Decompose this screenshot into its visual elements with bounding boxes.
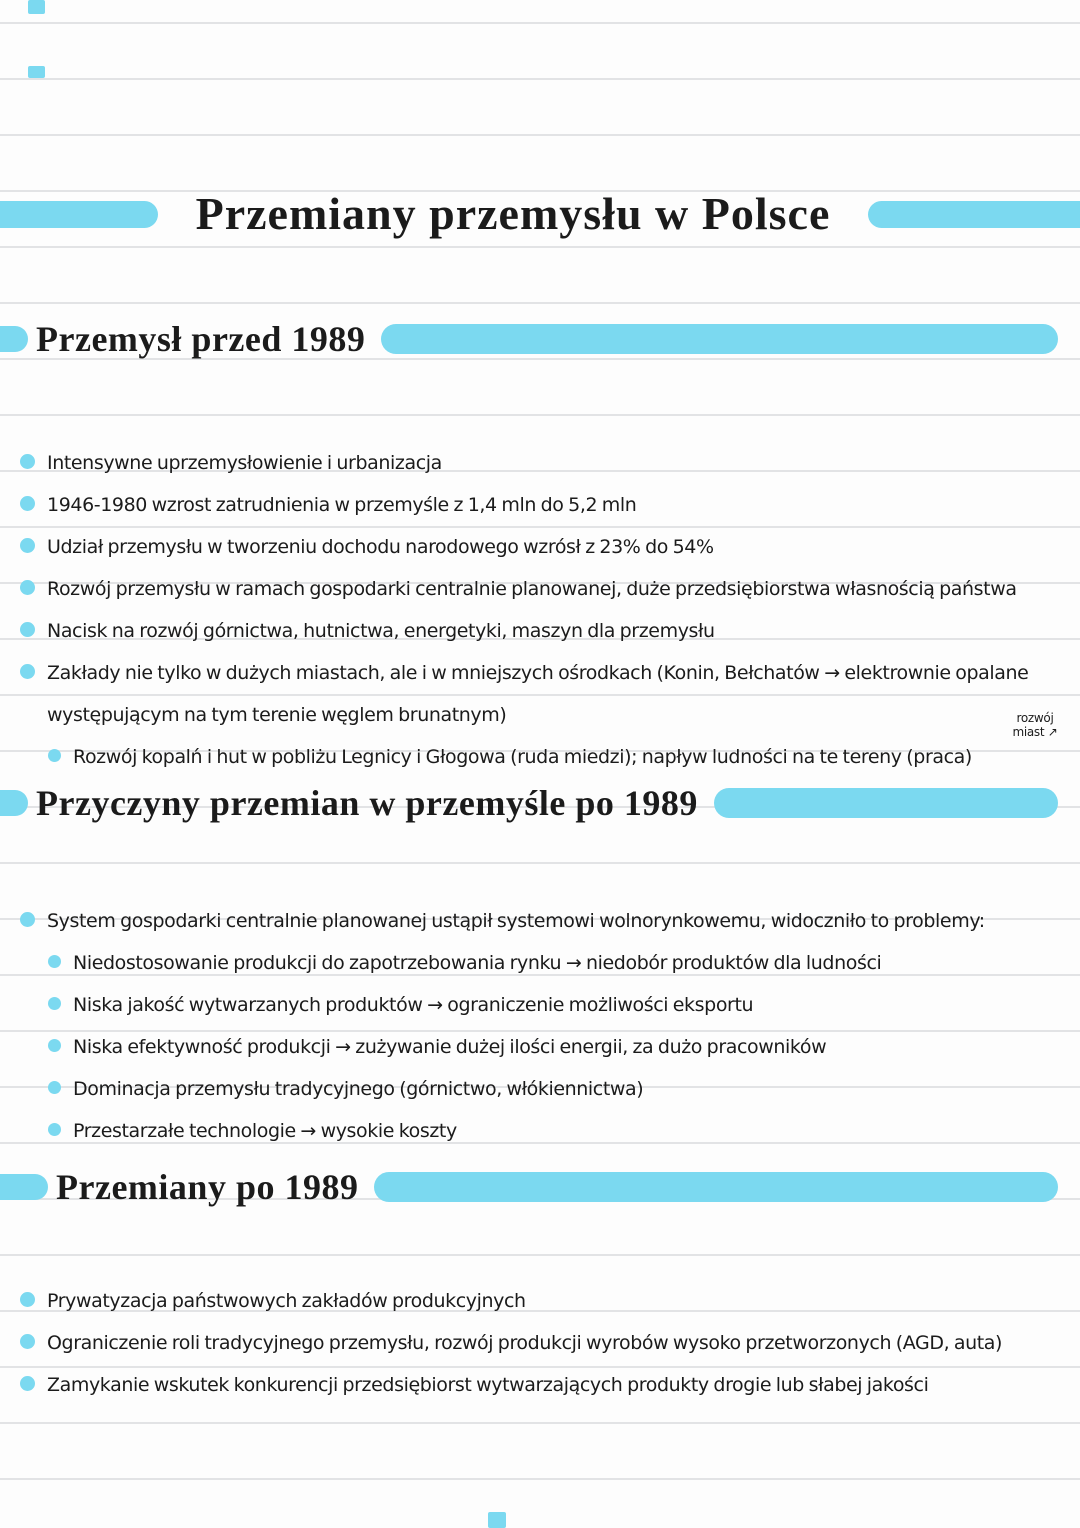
bullet-dot-icon (20, 1376, 35, 1391)
bullet-dot-icon (20, 664, 35, 679)
bullet-text: Dominacja przemysłu tradycyjnego (górnictwo, włókiennictwa) (73, 1077, 644, 1100)
bullet-text: Niska efektywność produkcji → zużywanie dużej ilości energii, za dużo pracowników (73, 1035, 827, 1058)
bullet-text: Zamykanie wskutek konkurencji przedsiębiorst wytwarzających produkty drogie lub słabej jakości (47, 1373, 929, 1396)
bullet-dot-icon (20, 496, 35, 511)
bullet-text: System gospodarki centralnie planowanej ustąpił systemowi wolnorynkowemu, widoczniło to problemy: (47, 909, 985, 932)
bullet-item (0, 1068, 1068, 1110)
bullet-item (0, 1026, 1068, 1068)
bullet-item (0, 1364, 1068, 1406)
bullet-list (0, 1280, 1068, 1406)
title-row (0, 158, 1080, 270)
heading-highlight-bar (374, 1172, 1058, 1202)
heading-highlight-bar (381, 324, 1058, 354)
section-heading-row (0, 1136, 1080, 1238)
section-heading: Przemysł przed 1989 (36, 318, 366, 359)
bullet-dot-icon (20, 1292, 35, 1307)
section-przemiany-po-1989 (0, 1136, 1080, 1406)
bullet-dot-icon (48, 1039, 61, 1052)
bullet-item (0, 652, 1068, 736)
bullet-item (0, 1280, 1068, 1322)
bullet-text: Niedostosowanie produkcji do zapotrzebowania rynku → niedobór produktów dla ludności (73, 951, 882, 974)
bullet-item (0, 1322, 1068, 1364)
bullet-text: Prywatyzacja państwowych zakładów produkcyjnych (47, 1289, 526, 1312)
bullet-dot-icon (20, 1334, 35, 1349)
bullet-text: Niska jakość wytwarzanych produktów → ograniczenie możliwości eksportu (73, 993, 754, 1016)
bullet-dot-icon (48, 1123, 61, 1136)
bullet-item (0, 984, 1068, 1026)
section-przyczyny-przemian (0, 752, 1080, 1152)
heading-highlight-bar (714, 788, 1058, 818)
bullet-dot-icon (20, 912, 35, 927)
page-tab-mark-icon (28, 66, 45, 78)
bullet-text: Zakłady nie tylko w dużych miastach, ale i w mniejszych ośrodkach (Konin, Bełchatów → elektrownie opalane występującym na tym terenie węglem brunatnym) (47, 661, 1029, 726)
bullet-item (0, 610, 1068, 652)
bullet-text: Rozwój przemysłu w ramach gospodarki centralnie planowanej, duże przedsiębiorstwa własnością państwa (47, 577, 1017, 600)
bullet-item (0, 900, 1068, 942)
bullet-list (0, 900, 1068, 1152)
bullet-text: 1946-1980 wzrost zatrudnienia w przemyśle z 1,4 mln do 5,2 mln (47, 493, 637, 516)
page-title: Przemiany przemysłu w Polsce (195, 187, 831, 239)
page-tab-mark-icon (28, 0, 45, 14)
heading-accent-blob (0, 1174, 48, 1200)
bullet-dot-icon (48, 1081, 61, 1094)
bullet-dot-icon (20, 538, 35, 553)
bullet-dot-icon (48, 955, 61, 968)
bullet-text: Przestarzałe technologie → wysokie koszty (73, 1119, 457, 1142)
bullet-list (0, 442, 1068, 778)
bullet-text: Nacisk na rozwój górnictwa, hutnictwa, energetyki, maszyn dla przemysłu (47, 619, 715, 642)
title-highlight-right (868, 201, 1080, 228)
bullet-item (0, 568, 1068, 610)
bullet-dot-icon (48, 997, 61, 1010)
bullet-item (0, 942, 1068, 984)
title-highlight-left (0, 201, 158, 228)
section-heading: Przyczyny przemian w przemyśle po 1989 (36, 782, 698, 823)
bullet-item (0, 526, 1068, 568)
bullet-item (0, 442, 1068, 484)
margin-note: rozwój miast ↗ (1012, 710, 1058, 739)
bullet-dot-icon (20, 622, 35, 637)
bullet-text: Rozwój kopalń i hut w pobliżu Legnicy i Głogowa (ruda miedzi); napływ ludności na te tereny (praca) (73, 745, 972, 768)
bullet-text: Ograniczenie roli tradycyjnego przemysłu, rozwój produkcji wyrobów wysoko przetworzonych (AGD, auta) (47, 1331, 1003, 1354)
bullet-item (0, 484, 1068, 526)
section-heading: Przemiany po 1989 (56, 1166, 359, 1207)
bullet-text: Udział przemysłu w tworzeniu dochodu narodowego wzrósł z 23% do 54% (47, 535, 714, 558)
bullet-text: Intensywne uprzemysłowienie i urbanizacja (47, 451, 442, 474)
section-heading-row (0, 752, 1080, 854)
section-heading-row (0, 288, 1080, 390)
heading-accent-blob (0, 326, 28, 352)
heading-accent-blob (0, 790, 28, 816)
bullet-dot-icon (20, 454, 35, 469)
section-przemysl-przed-1989 (0, 288, 1080, 778)
page-tab-mark-icon (488, 1512, 506, 1528)
bullet-dot-icon (20, 580, 35, 595)
